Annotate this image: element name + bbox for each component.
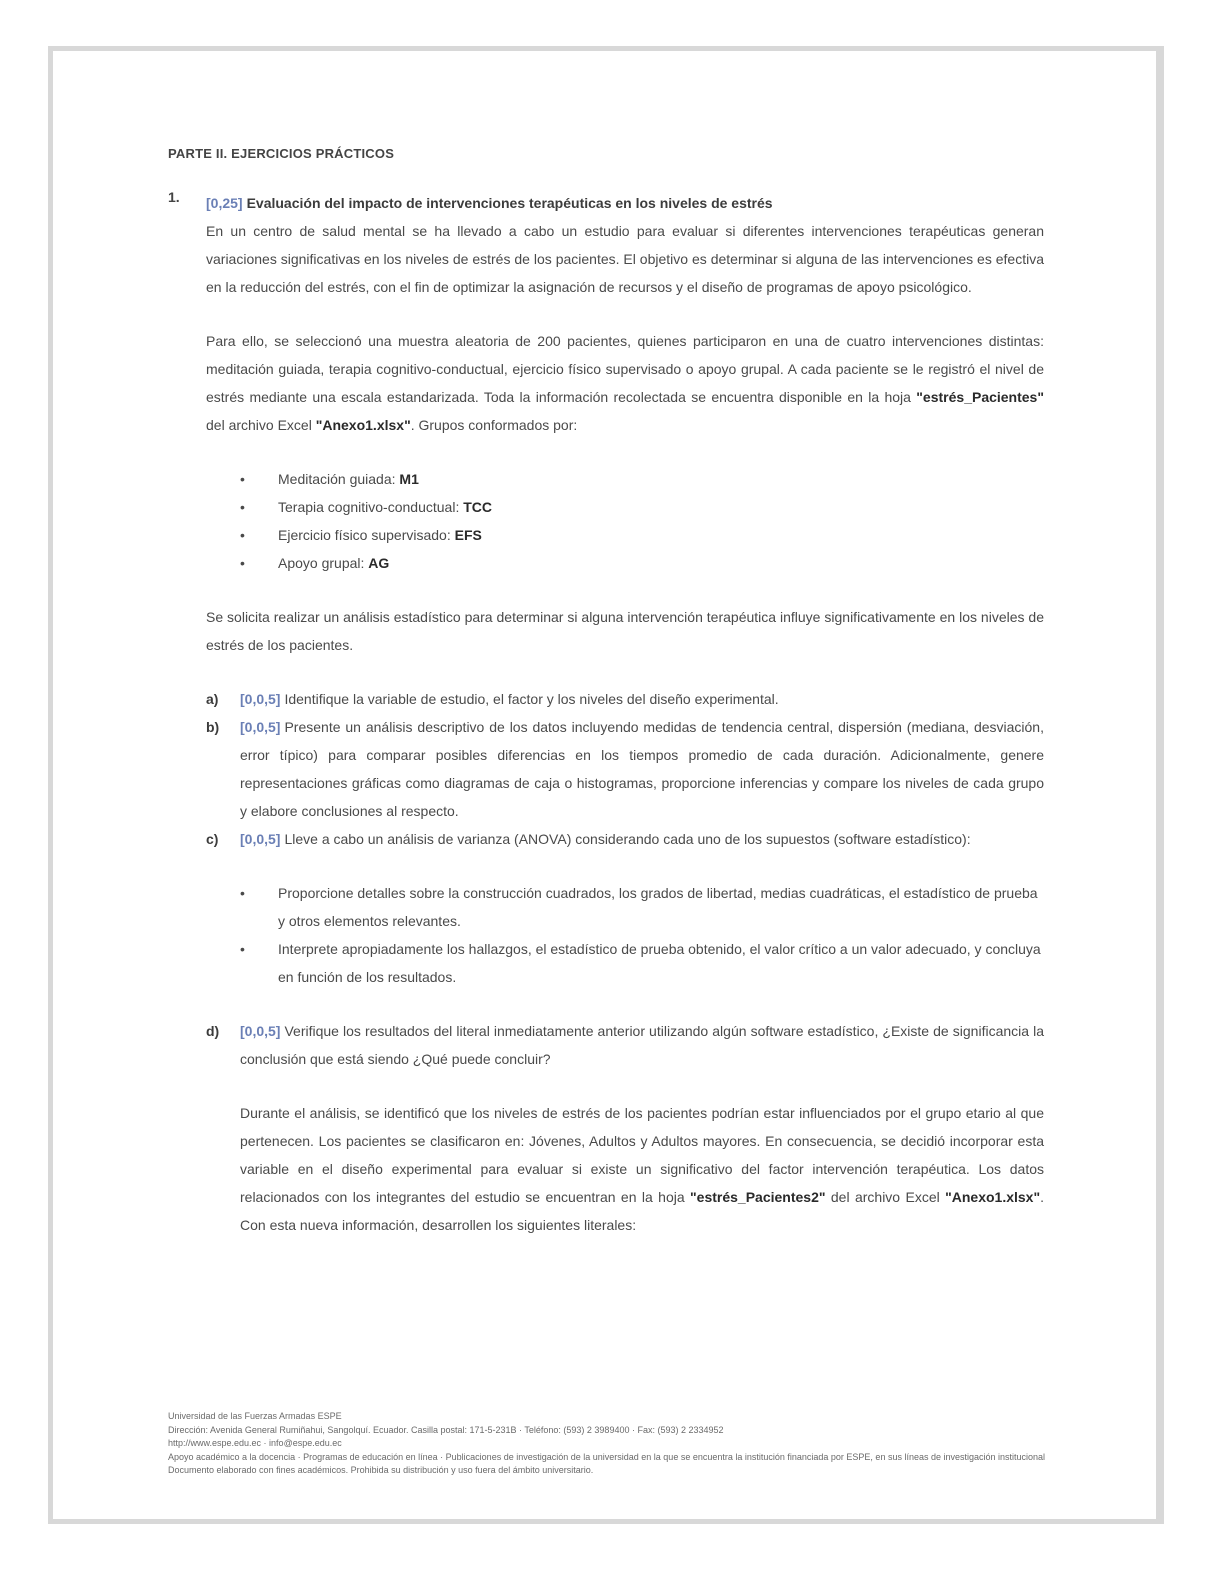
footer-line: http://www.espe.edu.ec · info@espe.edu.ec [168,1438,342,1448]
problem-1 [168,189,1044,1265]
footer-line: Documento elaborado con fines académicos. Prohibida su distribución y uso fuera del ámbito universitario. [168,1465,594,1475]
problem-title: Evaluación del impacto de intervenciones terapéuticas en los niveles de estrés [246,195,773,211]
list-item: • Terapia cognitivo-conductual: TCC [240,499,493,515]
list-item: • Proporcione detalles sobre la construcción cuadrados, los grados de libertad, medias cuadráticas, el estadístico de prueba y otros elementos relevantes. [240,885,1038,929]
section-header: PARTE II. EJERCICIOS PRÁCTICOS [168,146,395,161]
analysis-paragraph: Se solicita realizar un análisis estadístico para determinar si alguna intervención terapéutica influye significativamente en los niveles de estrés de los pacientes. [206,609,1044,653]
method-paragraph: Para ello, se seleccionó una muestra aleatoria de 200 pacientes, quienes participaron en una de cuatro intervenciones distintas: meditación guiada, terapia cognitivo-conductual, ejercicio físico supervisado o apoyo grupal. A cada paciente se le registró el nivel de estrés mediante una escala estandarizada. Toda la información recolectada se encuentra disponible en la hoja "estrés_Pacientes" del archivo Excel "Anexo1.xlsx". Grupos conformados por: [206,333,1044,433]
groups-list [240,465,1044,577]
final-paragraph: Durante el análisis, se identificó que los niveles de estrés de los pacientes podrían estar influenciados por el grupo etario al que pertenecen. Los pacientes se clasificaron en: Jóvenes, Adultos y Adultos mayores. En consecuencia, se decidió incorporar esta variable en el diseño experimental para evaluar si existe un significativo del factor intervención terapéutica. Los datos relacionados con los integrantes del estudio se encuentran en la hoja "estrés_Pacientes2" del archivo Excel "Anexo1.xlsx". Con esta nueva información, desarrollen los siguientes literales: [240,1105,1044,1233]
file-name: "Anexo1.xlsx" [315,417,411,433]
footer-line: Apoyo académico a la docencia · Programas de educación en línea · Publicaciones de investigación de la universidad en la que se encuentra la institución financiada por ESPE, en sus líneas de investigación institucional [168,1451,1046,1462]
part-a: a) [0,0,5] Identifique la variable de estudio, el factor y los niveles del diseño experimental. [206,691,779,707]
score-tag: [0,25] [206,195,243,211]
list-item: • Interprete apropiadamente los hallazgos, el estadístico de prueba obtenido, el valor crítico a un valor adecuado, y concluya en función de los resultados. [240,941,1041,985]
part-c: c) [0,0,5] Lleve a cabo un análisis de varianza (ANOVA) considerando cada uno de los supuestos (software estadístico): [206,831,971,847]
anova-list [240,879,1044,991]
list-item: • Apoyo grupal: AG [240,555,390,571]
sub-questions [206,685,1044,853]
page-footer [168,1410,1048,1478]
part-d: d) [0,0,5] Verifique los resultados del literal inmediatamente anterior utilizando algún software estadístico, ¿Existe de significancia la conclusión que está siendo ¿Qué puede concluir? [206,1023,1044,1067]
part-b: b) [0,0,5] Presente un análisis descriptivo de los datos incluyendo medidas de tendencia central, dispersión (mediana, desviación, error típico) para comparar posibles diferencias en los tiempos promedio de cada duración. Adicionalmente, genere representaciones gráficas como diagramas de caja o histogramas, proporcione inferencias y compare los niveles de cada grupo y elabore conclusiones al respecto. [206,719,1044,819]
document-content [168,146,1044,1265]
footer-line: Universidad de las Fuerzas Armadas ESPE [168,1411,342,1421]
problem-intro [206,189,1044,301]
intro-text: En un centro de salud mental se ha llevado a cabo un estudio para evaluar si diferentes intervenciones terapéuticas generan variaciones significativas en los niveles de estrés de los pacientes. El objetivo es determinar si alguna de las intervenciones es efectiva en la reducción del estrés, con el fin de optimizar la asignación de recursos y el diseño de programas de apoyo psicológico. [206,223,1044,295]
sheet-name: "estrés_Pacientes" [916,389,1044,405]
list-item: • Ejercicio físico supervisado: EFS [240,527,482,543]
problem-number: 1. [168,189,180,205]
footer-line: Dirección: Avenida General Rumiñahui, Sangolquí. Ecuador. Casilla postal: 171-5-231B · Teléfono: (593) 2 3989400 · Fax: (593) 2 2334952 [168,1424,724,1435]
list-item: • Meditación guiada: M1 [240,471,419,487]
